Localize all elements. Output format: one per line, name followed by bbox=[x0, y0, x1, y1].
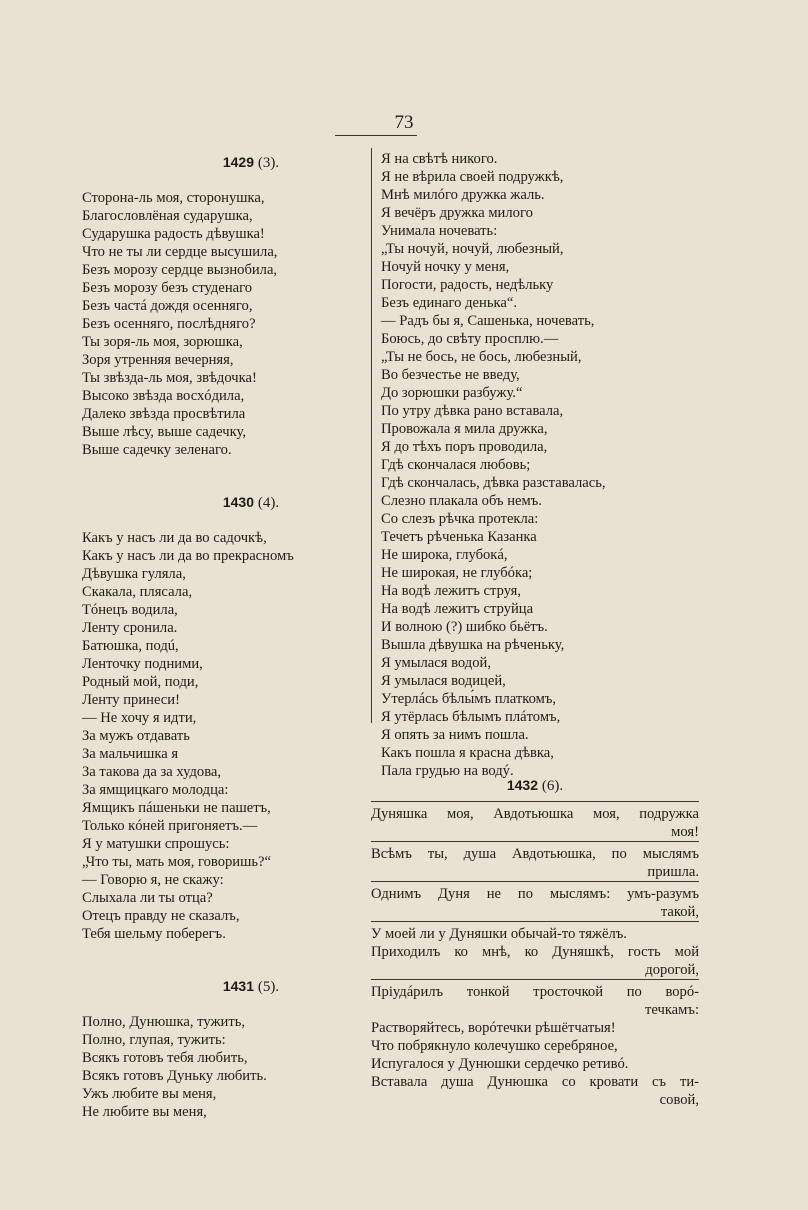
song-heading bbox=[82, 974, 360, 998]
verse-line: Во безчестье не введу, bbox=[381, 367, 520, 383]
song-1432-row bbox=[371, 983, 699, 1019]
verse-line: За ямщицкаго молодца: bbox=[82, 782, 229, 798]
verse-line: Отецъ правду не сказалъ, bbox=[82, 908, 240, 924]
verse-line: Всѣмъ ты, душа Авдотьюшка, по мыслямъ bbox=[371, 846, 699, 862]
row-divider bbox=[371, 801, 699, 802]
verse-line: Я утёрлась бѣлымъ плáтомъ, bbox=[381, 709, 561, 725]
verse-line: Погости, радость, недѣльку bbox=[381, 277, 554, 293]
verse-line: Приходилъ ко мнѣ, ко Дуняшкѣ, гость мой bbox=[371, 944, 699, 960]
song-1432-block bbox=[371, 773, 699, 1109]
verse-line: Тóнецъ водила, bbox=[82, 602, 178, 618]
header-rule bbox=[335, 135, 417, 136]
verse-continuation: пришла. bbox=[647, 864, 699, 880]
verse-line: Слыхала ли ты отца? bbox=[82, 890, 213, 906]
song-number: 1429 bbox=[222, 154, 254, 170]
verse-line: Безъ морозу безъ студенаго bbox=[82, 280, 253, 296]
song-1432-row bbox=[371, 885, 699, 921]
row-divider bbox=[371, 979, 699, 980]
verse-line: Гдѣ скончалася любовь; bbox=[381, 457, 531, 473]
verse-line: Батюшка, подú, bbox=[82, 638, 179, 654]
verse-line: Ленточку подними, bbox=[82, 656, 203, 672]
song-1432-row bbox=[371, 845, 699, 881]
verse-line: Гдѣ скончалась, дѣвка разставалась, bbox=[381, 475, 606, 491]
verse-continuation: дорогой, bbox=[645, 962, 699, 978]
verse-line: На водѣ лежитъ струя, bbox=[381, 583, 521, 599]
row-divider bbox=[371, 841, 699, 842]
verse-line: Ленту сронила. bbox=[82, 620, 178, 636]
song-subnumber: (6). bbox=[541, 778, 564, 794]
verse-line: Не широкая, не глубóка; bbox=[381, 565, 533, 581]
verse-line: Безъ единаго денька“. bbox=[381, 295, 517, 311]
verse-line: По утру дѣвка рано вставала, bbox=[381, 403, 564, 419]
verse-line: „Ты не бось, не бось, любезный, bbox=[381, 349, 582, 365]
song-heading bbox=[371, 773, 699, 797]
verse-line: Испугалося у Дунюшки сердечко ретивó. bbox=[371, 1056, 629, 1072]
verse-line: „Что ты, мать моя, говоришь?“ bbox=[82, 854, 271, 870]
verse-line: За мальчишка я bbox=[82, 746, 179, 762]
verse-line: Дѣвушка гуляла, bbox=[82, 566, 186, 582]
verse-line: Вставала душа Дунюшка со кровати съ ти- bbox=[371, 1074, 699, 1090]
verse-line: Мнѣ милóго дружка жаль. bbox=[381, 187, 545, 203]
song-1432-row bbox=[371, 943, 699, 979]
verse-line: Я умылася водой, bbox=[381, 655, 491, 671]
verse-line: Я вечёръ дружка милого bbox=[381, 205, 533, 221]
verse-line: Всякъ готовъ тебя любить, bbox=[82, 1050, 248, 1066]
song-number: 1430 bbox=[222, 494, 254, 510]
verse-line: — Радъ бы я, Сашенька, ночевать, bbox=[381, 313, 595, 329]
verse-line: Боюсь, до свѣту просплю.— bbox=[381, 331, 559, 347]
page-number: 73 bbox=[394, 112, 414, 133]
verse-line: За мужъ отдавать bbox=[82, 728, 190, 744]
song-1431-text bbox=[82, 1013, 360, 1121]
verse-line: Безъ осенняго, послѣдняго? bbox=[82, 316, 256, 332]
verse-line: Безъ частá дождя осенняго, bbox=[82, 298, 253, 314]
column-divider bbox=[371, 148, 372, 723]
verse-line: Высоко звѣзда восхóдила, bbox=[82, 388, 245, 404]
verse-line: Я до тѣхъ поръ проводила, bbox=[381, 439, 548, 455]
row-divider bbox=[371, 881, 699, 882]
verse-line: Прiудáрилъ тонкой тросточкой по ворó- bbox=[371, 984, 699, 1000]
song-number: 1431 bbox=[222, 978, 254, 994]
verse-line: Ямщикъ пáшеньки не пашетъ, bbox=[82, 800, 271, 816]
verse-continuation: совой, bbox=[659, 1092, 699, 1108]
song-heading bbox=[82, 150, 360, 174]
verse-line: За такова да за худова, bbox=[82, 764, 222, 780]
verse-line: Я опять за нимъ пошла. bbox=[381, 727, 529, 743]
verse-line: Ужъ любите вы меня, bbox=[82, 1086, 217, 1102]
verse-line: Полно, Дунюшка, тужить, bbox=[82, 1014, 246, 1030]
song-1432-row bbox=[371, 925, 699, 943]
song-subnumber: (3). bbox=[257, 155, 280, 171]
verse-line: Не любите вы меня, bbox=[82, 1104, 207, 1120]
verse-line: Тебя шельму поберегъ. bbox=[82, 926, 226, 942]
verse-line: — Не хочу я идти, bbox=[82, 710, 197, 726]
left-column bbox=[82, 150, 360, 1121]
verse-line: Выше лѣсу, выше садечку, bbox=[82, 424, 246, 440]
verse-line: Какъ у насъ ли да во прекрасномъ bbox=[82, 548, 294, 564]
verse-line: Унимала ночевать: bbox=[381, 223, 498, 239]
verse-continuation: течкамъ: bbox=[644, 1002, 699, 1018]
verse-line: Выше садечку зеленаго. bbox=[82, 442, 232, 458]
verse-line: Всякъ готовъ Дуньку любить. bbox=[82, 1068, 267, 1084]
song-subnumber: (5). bbox=[257, 979, 280, 995]
verse-line: Только кóней пригоняетъ.— bbox=[82, 818, 258, 834]
verse-line: Благословлёная сударушка, bbox=[82, 208, 253, 224]
verse-line: Однимъ Дуня не по мыслямъ: умъ-разумъ bbox=[371, 886, 699, 902]
song-1430-text bbox=[82, 529, 360, 943]
verse-line: Ты звѣзда-ль моя, звѣдочка! bbox=[82, 370, 257, 386]
verse-line: Зоря утренняя вечерняя, bbox=[82, 352, 234, 368]
verse-line: Ночуй ночку у меня, bbox=[381, 259, 510, 275]
song-1432-row bbox=[371, 1037, 699, 1055]
verse-line: Растворяйтесь, ворóтечки рѣшётчатыя! bbox=[371, 1020, 616, 1036]
song-1432-row bbox=[371, 1019, 699, 1037]
verse-line: Что не ты ли сердце высушила, bbox=[82, 244, 278, 260]
verse-line: Дуняшка моя, Авдотьюшка моя, подружка bbox=[371, 806, 699, 822]
verse-line: Утерлáсь бѣлы́мъ платкомъ, bbox=[381, 691, 557, 707]
verse-line: И волною (?) шибко бьётъ. bbox=[381, 619, 548, 635]
right-column-continuation bbox=[381, 150, 701, 780]
verse-line: Провожала я мила дружка, bbox=[381, 421, 548, 437]
verse-line: Далеко звѣзда просвѣтила bbox=[82, 406, 246, 422]
verse-line: Слезно плакала объ немъ. bbox=[381, 493, 542, 509]
verse-line: На водѣ лежитъ струйца bbox=[381, 601, 534, 617]
verse-line: Течетъ рѣченька Казанка bbox=[381, 529, 537, 545]
song-heading bbox=[82, 490, 360, 514]
verse-line: — Говорю я, не скажу: bbox=[82, 872, 224, 888]
verse-line: У моей ли у Дуняшки обычай-то тяжёлъ. bbox=[371, 926, 627, 942]
verse-line: Какъ у насъ ли да во садочкѣ, bbox=[82, 530, 267, 546]
verse-line: Я не вѣрила своей подружкѣ, bbox=[381, 169, 564, 185]
verse-line: Сторона-ль моя, сторонушка, bbox=[82, 190, 265, 206]
verse-line: Не широка, глубокá, bbox=[381, 547, 508, 563]
verse-line: Вышла дѣвушка на рѣченьку, bbox=[381, 637, 565, 653]
verse-line: Я умылася водицей, bbox=[381, 673, 506, 689]
verse-line: Со слезъ рѣчка протекла: bbox=[381, 511, 539, 527]
song-1432-row bbox=[371, 1073, 699, 1109]
verse-line: Пала грудью на водý. bbox=[381, 763, 514, 779]
verse-line: Я у матушки спрошусь: bbox=[82, 836, 230, 852]
verse-line: Что побрякнуло колечушко серебряное, bbox=[371, 1038, 618, 1054]
song-1432-row bbox=[371, 1055, 699, 1073]
verse-line: „Ты ночуй, ночуй, любезный, bbox=[381, 241, 564, 257]
verse-line: Родный мой, поди, bbox=[82, 674, 199, 690]
verse-line: Скакала, плясала, bbox=[82, 584, 193, 600]
verse-continuation: моя! bbox=[671, 824, 699, 840]
verse-line: Я на свѣтѣ никого. bbox=[381, 151, 498, 167]
verse-line: Сударушка радость дѣвушка! bbox=[82, 226, 265, 242]
verse-line: Ленту принеси! bbox=[82, 692, 180, 708]
song-subnumber: (4). bbox=[257, 495, 280, 511]
verse-line: Полно, глупая, тужить: bbox=[82, 1032, 226, 1048]
verse-continuation: такой, bbox=[660, 904, 699, 920]
verse-line: Безъ морозу сердце вызнобила, bbox=[82, 262, 278, 278]
verse-line: Какъ пошла я красна дѣвка, bbox=[381, 745, 554, 761]
song-1429-text bbox=[82, 189, 360, 459]
verse-line: До зорюшки разбужу.“ bbox=[381, 385, 523, 401]
song-number: 1432 bbox=[506, 777, 538, 793]
row-divider bbox=[371, 921, 699, 922]
verse-line: Ты зоря-ль моя, зорюшка, bbox=[82, 334, 243, 350]
song-1432-row bbox=[371, 805, 699, 841]
